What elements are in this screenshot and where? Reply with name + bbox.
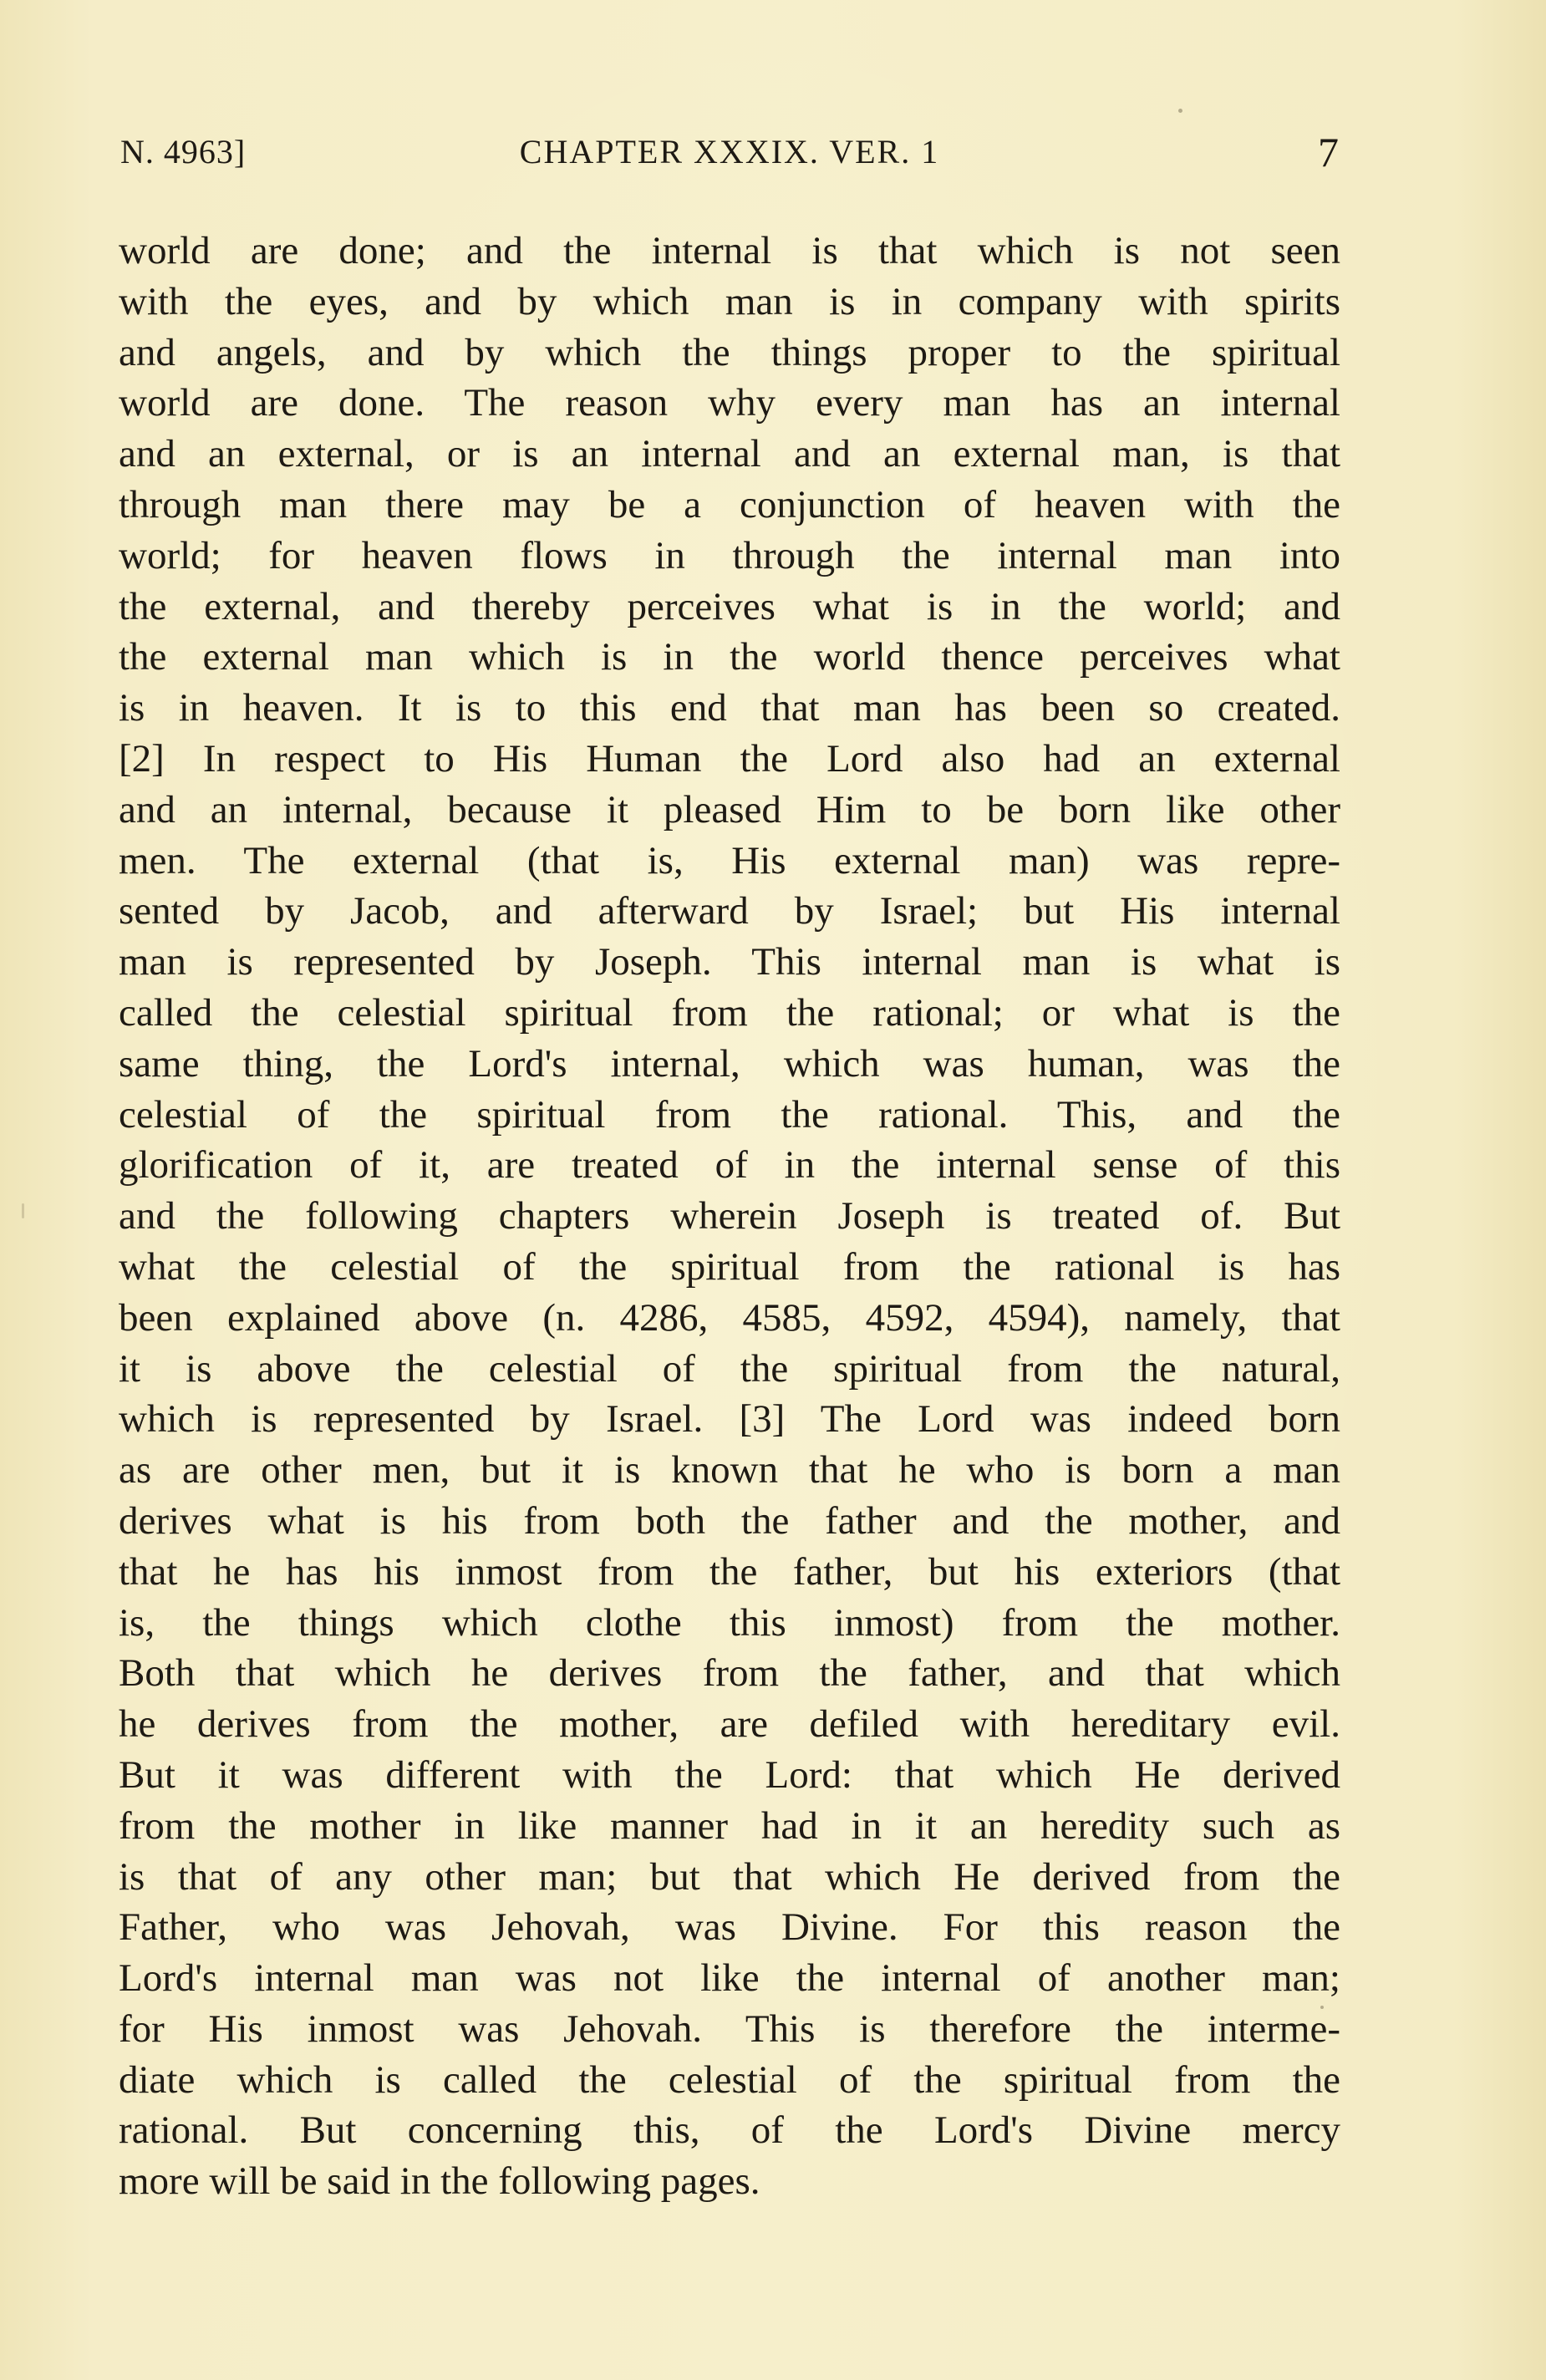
text-line: derives what is his from both the father and the mother, and — [119, 1498, 1340, 1543]
text-line: [2] In respect to His Human the Lord also had an external — [119, 736, 1340, 781]
text-line: is in heaven. It is to this end that man has been so created. — [119, 686, 1340, 730]
text-line: diate which is called the celestial of the spiritual from the — [119, 2057, 1340, 2102]
text-line: is, the things which clothe this inmost) from the mother. — [119, 1600, 1340, 1645]
text-line: sented by Jacob, and afterward by Israel; but His internal — [119, 889, 1340, 933]
paper-speck — [1178, 109, 1182, 113]
text-line: through man there may be a conjunction of heaven with the — [119, 482, 1340, 526]
body-text — [119, 226, 1340, 2207]
text-line: and an internal, because it pleased Him to be born like other — [119, 787, 1340, 831]
text-line: more will be said in the following pages. — [119, 2159, 760, 2204]
text-line: called the celestial spiritual from the rational; or what is the — [119, 990, 1340, 1035]
text-line: and an external, or is an internal and an external man, is that — [119, 432, 1340, 476]
text-line: world are done; and the internal is that which is not seen — [119, 229, 1340, 272]
text-line: he derives from the mother, are defiled with hereditary evil. — [119, 1702, 1340, 1747]
text-line: celestial of the spiritual from the rational. This, and the — [119, 1092, 1340, 1137]
page-number: 7 — [1318, 129, 1339, 175]
text-line: But it was different with the Lord: that which He derived — [119, 1752, 1340, 1797]
text-line: is that of any other man; but that which He derived from the — [119, 1854, 1340, 1899]
text-line: with the eyes, and by which man is in company with spirits — [119, 279, 1340, 323]
text-line: that he has his inmost from the father, but his exteriors (that — [119, 1549, 1340, 1594]
text-line: same thing, the Lord's internal, which was human, was the — [119, 1041, 1340, 1086]
text-line: been explained above (n. 4286, 4585, 4592, 4594), namely, that — [119, 1295, 1340, 1340]
text-line: man is represented by Joseph. This internal man is what is — [119, 940, 1340, 984]
text-line: Lord's internal man was not like the internal of another man; — [119, 1956, 1340, 2001]
text-line: world are done. The reason why every man has an internal — [119, 381, 1340, 425]
text-line: for His inmost was Jehovah. This is therefore the interme- — [119, 2006, 1340, 2051]
text-line: what the celestial of the spiritual from the rational is has — [119, 1244, 1340, 1289]
text-line: from the mother in like manner had in it an heredity such as — [119, 1803, 1340, 1848]
text-line: the external man which is in the world thence perceives what — [119, 635, 1340, 679]
text-line: the external, and thereby perceives what is in the world; and — [119, 584, 1340, 628]
text-line: glorification of it, are treated of in the internal sense of this — [119, 1143, 1340, 1187]
text-line: and angels, and by which the things proper to the spiritual — [119, 330, 1340, 374]
text-line: which is represented by Israel. [3] The Lord was indeed born — [119, 1397, 1340, 1442]
section-reference: N. 4963] — [120, 133, 247, 170]
running-head — [120, 127, 1339, 177]
text-line: men. The external (that is, His external man) was repre- — [119, 838, 1340, 882]
chapter-heading: CHAPTER XXXIX. VER. 1 — [519, 133, 940, 170]
paper-speck — [22, 1203, 24, 1218]
paper-speck — [1320, 2006, 1324, 2009]
text-line: Father, who was Jehovah, was Divine. For this reason the — [119, 1905, 1340, 1950]
text-line: rational. But concerning this, of the Lord's Divine mercy — [119, 2108, 1340, 2153]
text-line: Both that which he derives from the father, and that which — [119, 1651, 1340, 1696]
text-line: world; for heaven flows in through the internal man into — [119, 533, 1340, 577]
text-line: and the following chapters wherein Joseph is treated of. But — [119, 1194, 1340, 1238]
text-line: it is above the celestial of the spiritual from the natural, — [119, 1346, 1340, 1391]
text-line: as are other men, but it is known that he who is born a man — [119, 1448, 1340, 1493]
